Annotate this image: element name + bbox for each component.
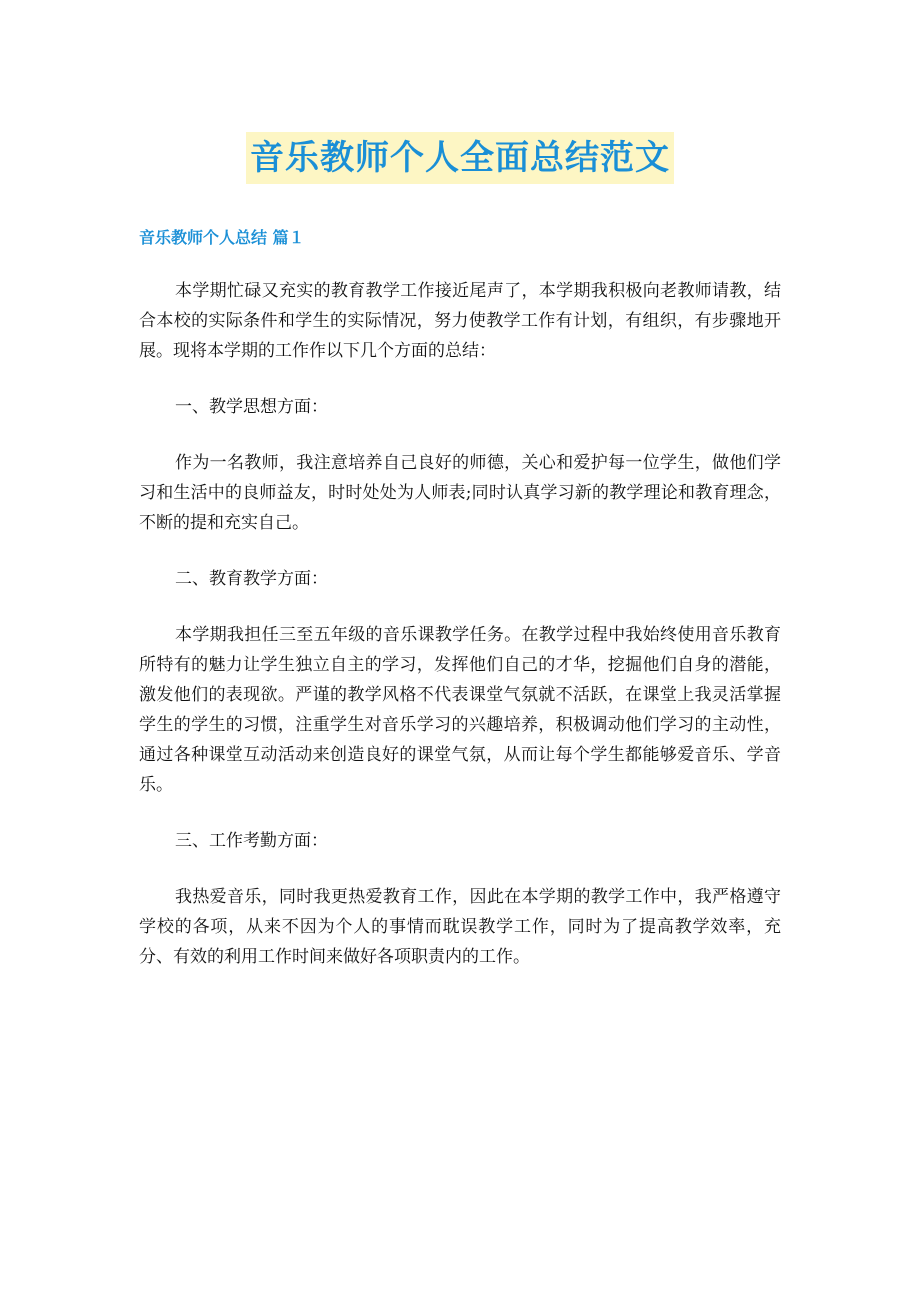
paragraph-intro: 本学期忙碌又充实的教育教学工作接近尾声了，本学期我积极向老教师请教，结合本校的实际条件和学生的实际情况，努力使教学工作有计划，有组织，有步骤地开展。现将本学期的工作作以下几个方面的总结： bbox=[139, 281, 781, 361]
subheading-attendance: 三、工作考勤方面： bbox=[175, 831, 328, 851]
subheading-education-teaching: 二、教育教学方面： bbox=[175, 569, 328, 589]
paragraph-teaching-philosophy: 作为一名教师，我注意培养自己良好的师德，关心和爱护每一位学生，做他们学习和生活中的良师益友，时时处处为人师表;同时认真学习新的教学理论和教育理念，不断的提和充实自己。 bbox=[139, 453, 781, 533]
paragraph-education-teaching: 本学期我担任三至五年级的音乐课教学任务。在教学过程中我始终使用音乐教育所特有的魅力让学生独立自主的学习，发挥他们自己的才华，挖掘他们自身的潜能，激发他们的表现欲。严谨的教学风格不代表课堂气氛就不活跃，在课堂上我灵活掌握学生的学生的习惯，注重学生对音乐学习的兴趣培养，积极调动他们学习的主动性，通过各种课堂互动活动来创造良好的课堂气氛，从而让每个学生都能够爱音乐、学音乐。 bbox=[139, 625, 781, 795]
subheading-teaching-philosophy: 一、教学思想方面： bbox=[175, 397, 328, 417]
document-title: 音乐教师个人全面总结范文 bbox=[246, 132, 674, 184]
paragraph-attendance: 我热爱音乐，同时我更热爱教育工作，因此在本学期的教学工作中，我严格遵守学校的各项，从来不因为个人的事情而耽误教学工作，同时为了提高教学效率，充分、有效的利用工作时间来做好各项职责内的工作。 bbox=[139, 887, 781, 967]
section-heading: 音乐教师个人总结 篇１ bbox=[139, 228, 305, 247]
document-body bbox=[139, 276, 781, 998]
title-container bbox=[0, 132, 920, 184]
